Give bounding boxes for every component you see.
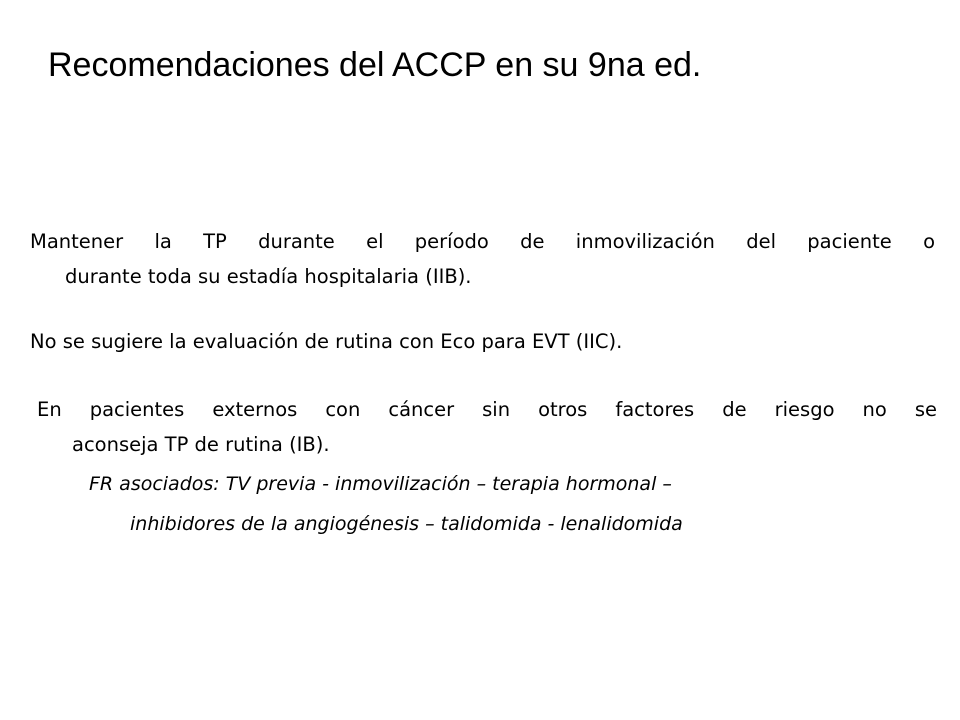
recommendation-line: Mantener la TP durante el período de inmovilización del paciente o [30,230,935,253]
recommendation-immobilization [30,224,935,294]
recommendation-eco-screening [30,324,935,359]
recommendation-cancer-outpatients [37,392,937,462]
risk-factors-note-line-1: FR asociados: TV previa - inmovilización – terapia hormonal – [89,473,672,495]
recommendation-line: En pacientes externos con cáncer sin otros factores de riesgo no se [37,398,937,421]
recommendation-line: aconseja TP de rutina (IB). [72,433,330,456]
risk-factors-note-line-2: inhibidores de la angiogénesis – talidomida - lenalidomida [130,513,683,535]
recommendation-line: No se sugiere la evaluación de rutina con Eco para EVT (IIC). [30,330,623,353]
slide-title: Recomendaciones del ACCP en su 9na ed. [48,46,702,84]
recommendation-line: durante toda su estadía hospitalaria (IIB). [65,265,472,288]
